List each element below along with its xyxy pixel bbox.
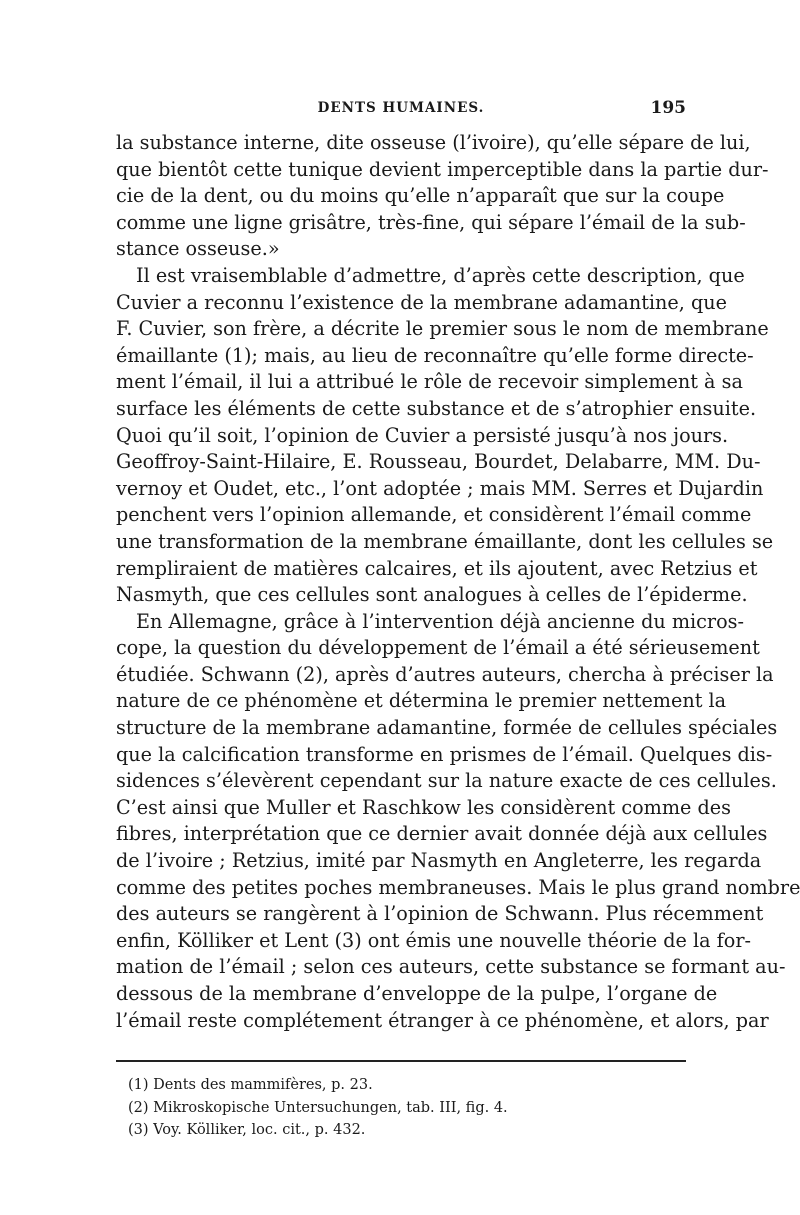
- text-line: cope, la question du développement de l’émail a été sérieusement: [116, 636, 760, 660]
- footnotes: [116, 1074, 686, 1142]
- footnote: (2) Mikroskopische Untersuchungen, tab. III, fig. 4.: [128, 1099, 508, 1116]
- page-number: 195: [650, 98, 686, 118]
- text-line: F. Cuvier, son frère, a décrite le premier sous le nom de membrane: [116, 317, 769, 341]
- text-line: stance osseuse.»: [116, 237, 280, 261]
- text-line: nature de ce phénomène et détermina le premier nettement la: [116, 689, 727, 713]
- text-line: cie de la dent, ou du moins qu’elle n’apparaît que sur la coupe: [116, 184, 725, 208]
- text-line: rempliraient de matières calcaires, et ils ajoutent, avec Retzius et: [116, 556, 758, 580]
- text-line: étudiée. Schwann (2), après d’autres auteurs, chercha à préciser la: [116, 662, 774, 686]
- text-line: comme des petites poches membraneuses. Mais le plus grand nombre: [116, 875, 800, 899]
- text-line: l’émail reste complétement étranger à ce phénomène, et alors, par: [116, 1008, 769, 1032]
- text-line: vernoy et Oudet, etc., l’ont adoptée ; mais MM. Serres et Dujardin: [116, 476, 764, 500]
- text-line: Cuvier a reconnu l’existence de la membrane adamantine, que: [116, 290, 727, 314]
- text-line: une transformation de la membrane émaillante, dont les cellules se: [116, 529, 774, 553]
- text-line: émaillante (1); mais, au lieu de reconnaître qu’elle forme directe-: [116, 343, 754, 367]
- text-line: Nasmyth, que ces cellules sont analogues à celles de l’épiderme.: [116, 583, 748, 607]
- text-line: que bientôt cette tunique devient imperceptible dans la partie dur-: [116, 157, 769, 181]
- text-line: sidences s’élevèrent cependant sur la nature exacte de ces cellules.: [116, 769, 777, 793]
- footnote-separator: [116, 1060, 686, 1062]
- running-header: [116, 98, 686, 124]
- footnote: (3) Voy. Kölliker, loc. cit., p. 432.: [128, 1122, 366, 1139]
- text-line: penchent vers l’opinion allemande, et considèrent l’émail comme: [116, 503, 752, 527]
- text-line: des auteurs se rangèrent à l’opinion de Schwann. Plus récemment: [116, 902, 764, 926]
- text-line: enfin, Kölliker et Lent (3) ont émis une nouvelle théorie de la for-: [116, 928, 751, 952]
- text-line: surface les éléments de cette substance et de s’atrophier ensuite.: [116, 396, 757, 420]
- text-line: ment l’émail, il lui a attribué le rôle de recevoir simplement à sa: [116, 370, 743, 394]
- text-line: Il est vraisemblable d’admettre, d’après cette description, que: [136, 263, 745, 287]
- book-page: [116, 98, 800, 1142]
- text-line: Geoffroy-Saint-Hilaire, E. Rousseau, Bourdet, Delabarre, MM. Du-: [116, 450, 761, 474]
- text-line: Quoi qu’il soit, l’opinion de Cuvier a persisté jusqu’à nos jours.: [116, 423, 729, 447]
- text-line: mation de l’émail ; selon ces auteurs, cette substance se formant au-: [116, 955, 786, 979]
- text-line: que la calcification transforme en prismes de l’émail. Quelques dis-: [116, 742, 773, 766]
- text-line: de l’ivoire ; Retzius, imité par Nasmyth en Angleterre, les regarda: [116, 849, 762, 873]
- text-line: C’est ainsi que Muller et Raschkow les considèrent comme des: [116, 795, 731, 819]
- body-text: [116, 130, 800, 1034]
- text-line: dessous de la membrane d’enveloppe de la pulpe, l’organe de: [116, 982, 718, 1005]
- text-line: En Allemagne, grâce à l’intervention déjà ancienne du micros-: [136, 609, 744, 633]
- running-title: DENTS HUMAINES.: [317, 100, 485, 116]
- footnote: (1) Dents des mammifères, p. 23.: [128, 1077, 373, 1094]
- text-line: la substance interne, dite osseuse (l’ivoire), qu’elle sépare de lui,: [116, 131, 751, 154]
- text-line: comme une ligne grisâtre, très-fine, qui sépare l’émail de la sub-: [116, 210, 746, 234]
- text-line: fibres, interprétation que ce dernier avait donnée déjà aux cellules: [116, 822, 768, 846]
- text-line: structure de la membrane adamantine, formée de cellules spéciales: [116, 716, 778, 740]
